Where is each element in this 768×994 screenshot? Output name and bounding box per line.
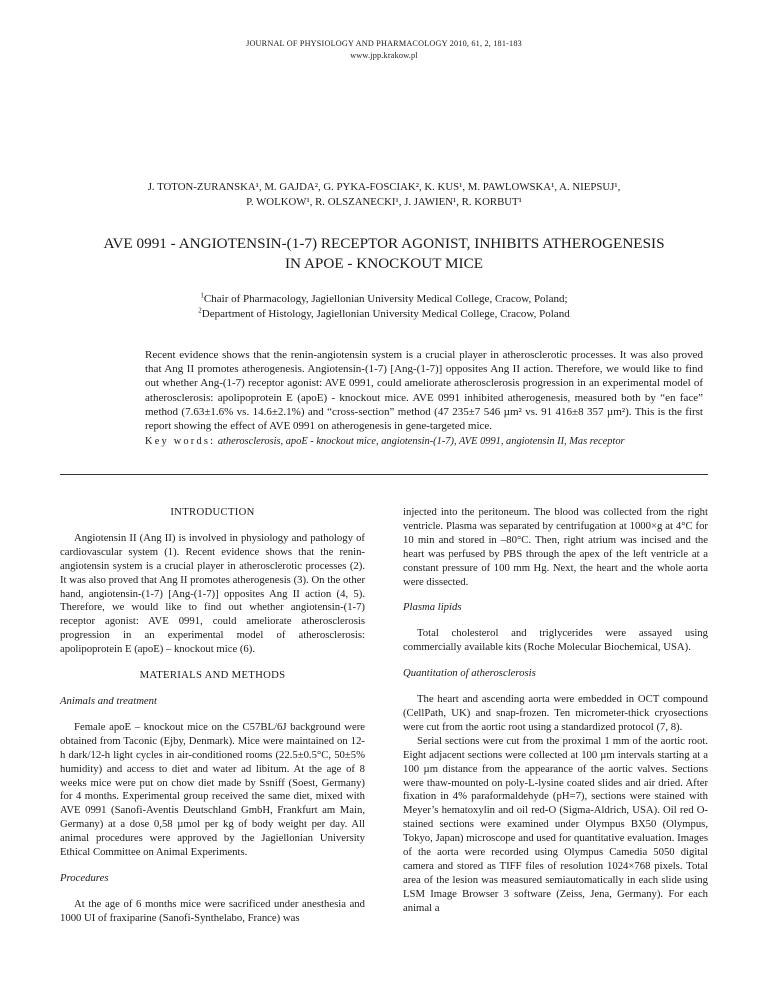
affiliations <box>60 292 708 321</box>
affiliation-2 <box>60 307 708 322</box>
procedures-continued-paragraph: injected into the peritoneum. The blood was collected from the right ventricle. Plasma was separated by centrifugation at 1000×g at 4°C for 10 min and stored in –80°C. Then, right atrium was incised and the heart was perfused by PBS through the apex of the left ventricle at a constant pressure of 100 mm Hg. Next, the heart and the whole aorta were dissected. <box>403 506 708 588</box>
paper-title <box>60 234 708 274</box>
plasma-lipids-subheading: Plasma lipids <box>403 601 462 614</box>
animals-paragraph: Female apoE – knockout mice on the C57BL/6J background were obtained from Taconic (Ejby, Denmark). Mice were maintained on 12-h dark/12-h light cycles in air-conditioned rooms (22.5±0.5°C, 50±5% humidity) and access to diet and water ad libitum. At the age of 8 weeks mice were put on chow diet made by Ssniff (Soest, Germany) for 4 months. Experimental group received the same diet, mixed with AVE 0991 (Sanofi-Aventis Deutschland GmbH, Frankfurt am Main, Germany) at a dose 0,58 µmol per kg of body weight per day. All animal procedures were approved by the Jagiellonian University Ethical Committee on Animal Experiments. <box>60 720 365 859</box>
plasma-lipids-paragraph: Total cholesterol and triglycerides were assayed using commercially available kits (Roche Molecular Biochemical, USA). <box>403 627 708 654</box>
abstract: Recent evidence shows that the renin-angiotensin system is a crucial player in atherosclerotic processes. It was also proved that Ang II promotes atherogenesis. Angiotensin-(1-7) [Ang-(1-7)] opposites Ang II action. Therefore, we would like to find out whether Ang-(1-7) receptor agonist: AVE 0991, could ameliorate atherosclerosis progression in an experimental model of atherosclerosis: apolipoprotein E (apoE) - knockout mice. AVE 0991 inhibited atherogenesis, measured both by “en face” method (7.63±1.6% vs. 14.6±2.1%) and “cross-section” method (47 235±7 546 µm² vs. 91 416±8 357 µm²). This is the first report showing the effect of AVE 0991 on atherogenesis in gene-targeted mice. <box>145 349 703 433</box>
introduction-paragraph: Angiotensin II (Ang II) is involved in physiology and pathology of cardiovascular system (1). Recent evidence shows that the renin-angiotensin system is a crucial player in atherosclerotic processes (2). It was also proved that Ang II promotes atherogenesis (3). On the other hand, angiotensin-(1-7) [Ang-(1-7)] opposites Ang II action (4, 5). Therefore, we would like to find out whether angiotensin-(1-7) receptor agonist: AVE 0991, could ameliorate atherosclerosis progression in an experimental model of atherosclerosis: apolipoprotein E (apoE) – knockout mice (6). <box>60 531 365 656</box>
journal-header <box>0 38 768 62</box>
title-line-1: AVE 0991 - ANGIOTENSIN-(1-7) RECEPTOR AGONIST, INHIBITS ATHEROGENESIS <box>103 235 665 252</box>
procedures-paragraph: At the age of 6 months mice were sacrificed under anesthesia and 1000 UI of fraxiparine (Sanofi-Synthelabo, France) was <box>60 897 365 924</box>
affiliation-text: Chair of Pharmacology, Jagiellonian University Medical College, Cracow, Poland; <box>203 293 568 305</box>
introduction-heading: INTRODUCTION <box>170 506 255 518</box>
authors-line-2: P. WOLKOW¹, R. OLSZANECKI¹, J. JAWIEN¹, R. KORBUT¹ <box>246 196 522 208</box>
left-column <box>60 506 365 926</box>
affiliation-text: Department of Histology, Jagiellonian University Medical College, Cracow, Poland <box>201 307 570 320</box>
animals-subheading: Animals and treatment <box>60 694 157 707</box>
title-line-2: IN APOE - KNOCKOUT MICE <box>284 255 483 272</box>
section-divider <box>60 474 708 475</box>
quantitation-paragraph-1: The heart and ascending aorta were embedded in OCT compound (CellPath, UK) and snap-frozen. Ten micrometer-thick cryosections were cut from the aortic root using a standardized protocol (7, 8). <box>403 693 708 733</box>
journal-citation: JOURNAL OF PHYSIOLOGY AND PHARMACOLOGY 2010, 61, 2, 181-183 <box>246 39 522 48</box>
affiliation-number: 2 <box>198 305 202 314</box>
procedures-subheading: Procedures <box>60 871 109 884</box>
affiliation-number: 1 <box>200 291 204 300</box>
methods-heading: MATERIALS AND METHODS <box>139 669 286 682</box>
keywords-text: atherosclerosis, apoE - knockout mice, angiotensin-(1-7), AVE 0991, angiotensin II, Mas receptor <box>217 436 625 447</box>
author-list <box>60 180 708 210</box>
affiliation-1 <box>60 292 708 307</box>
quantitation-paragraph-2: Serial sections were cut from the proximal 1 mm of the aortic root. Eight adjacent sections were collected at 100 µm intervals starting at a 100 µm distance from the appearance of the aortic valves. Sections were thaw-mounted on poly-L-lysine coated slides and air dried. After fixation in 4% paraformaldehyde (pH=7), sections were stained with Meyer’s hematoxylin and oil red-O (Sigma-Aldrich, USA). Oil red O-stained sections were examined under Olympus BX50 (Olympus, Tokyo, Japan) microscope and used for quantitative evaluation. Images of the aorta were recorded using Olympus Camedia 5050 digital camera and stored as TIFF files of resolution 1024×768 pixels. Total area of the lesion was measured semiautomatically in each slide using LSM Image Browser 3 software (Zeiss, Jena, Germany). For each animal a <box>403 734 708 914</box>
authors-line-1: J. TOTON-ZURANSKA¹, M. GAJDA², G. PYKA-FOSCIAK², K. KUS¹, M. PAWLOWSKA¹, A. NIEPSUJ¹, <box>147 181 621 193</box>
quantitation-subheading: Quantitation of atherosclerosis <box>403 667 536 680</box>
keywords-label: Key words: <box>145 436 216 447</box>
right-column <box>403 506 708 916</box>
journal-url: www.jpp.krakow.pl <box>350 51 418 60</box>
keywords <box>145 435 735 449</box>
